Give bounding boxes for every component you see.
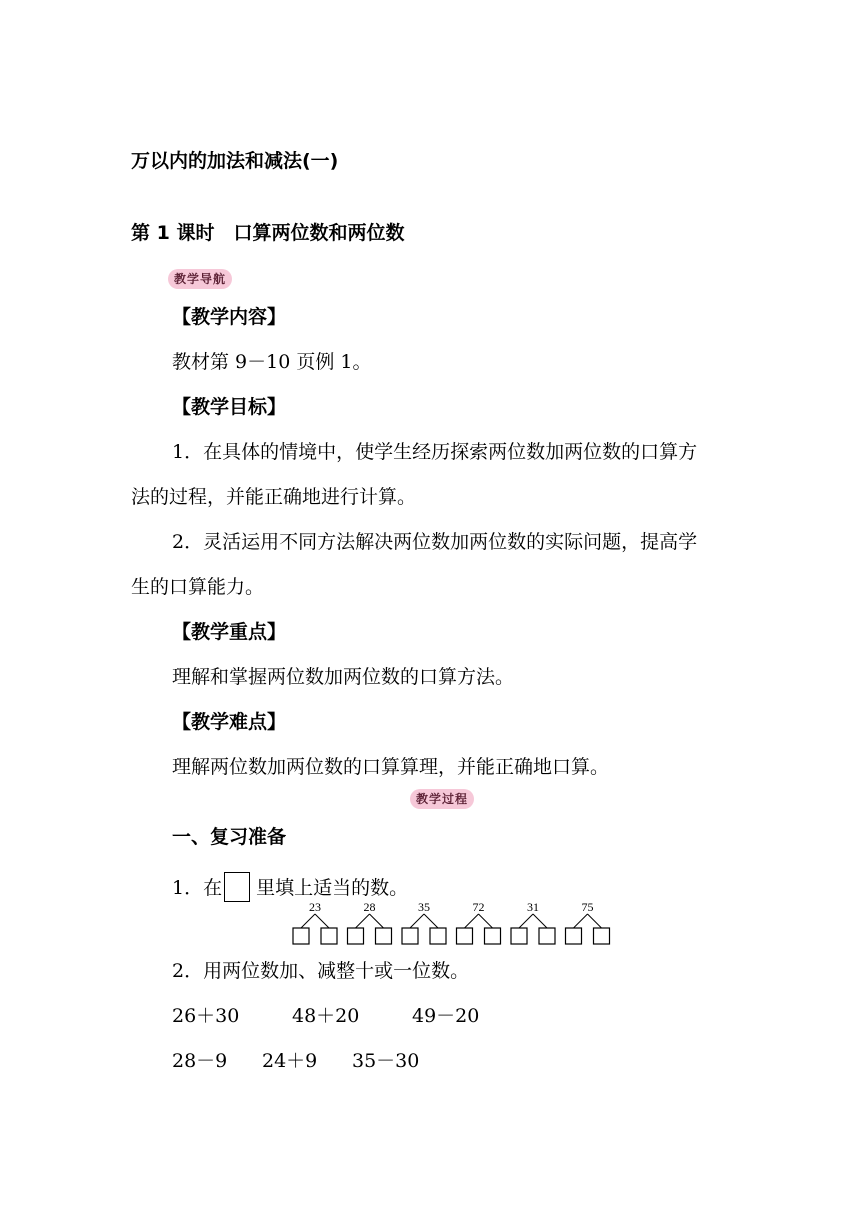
goal-1-line-2: 法的过程，并能正确地进行计算。 — [131, 486, 417, 508]
split-number: 28 — [363, 900, 376, 914]
split-branch-left — [301, 914, 315, 928]
goal-1-line-1: 1．在具体的情境中，使学生经历探索两位数加两位数的口算方 — [172, 441, 698, 463]
split-branch-left — [519, 914, 533, 928]
goals-heading: 【教学目标】 — [172, 396, 287, 418]
calc-row-1-item-2: 48＋20 — [292, 1005, 360, 1027]
question-1-prefix: 1．在 — [172, 877, 223, 899]
calc-row-1-item-1: 26＋30 — [172, 1005, 240, 1027]
split-answer-box — [293, 928, 309, 944]
calc-row-1-item-3: 49－20 — [412, 1005, 480, 1027]
split-branch-right — [370, 914, 384, 928]
key-heading: 【教学重点】 — [172, 621, 287, 643]
content-heading: 【教学内容】 — [172, 306, 287, 328]
question-1-suffix: 里填上适当的数。 — [256, 877, 409, 899]
split-number: 35 — [418, 900, 430, 914]
lesson-title: 第 1 课时 口算两位数和两位数 — [131, 222, 405, 244]
split-branch-left — [574, 914, 588, 928]
calc-row-2-item-3: 35－30 — [352, 1050, 420, 1072]
split-answer-box — [485, 928, 501, 944]
split-answer-box — [430, 928, 446, 944]
teaching-process-badge: 教学过程 — [410, 789, 474, 809]
split-branch-right — [588, 914, 602, 928]
split-answer-box — [457, 928, 473, 944]
split-answer-box — [566, 928, 582, 944]
calc-row-2-item-2: 24＋9 — [262, 1050, 318, 1072]
split-branch-right — [424, 914, 438, 928]
split-number: 31 — [527, 900, 539, 914]
question-2: 2．用两位数加、减整十或一位数。 — [172, 960, 470, 982]
teaching-nav-badge: 教学导航 — [168, 269, 232, 289]
difficulty-heading: 【教学难点】 — [172, 711, 287, 733]
split-answer-box — [402, 928, 418, 944]
split-branch-right — [533, 914, 547, 928]
split-branch-right — [479, 914, 493, 928]
split-answer-box — [511, 928, 527, 944]
split-answer-box — [321, 928, 337, 944]
key-text: 理解和掌握两位数加两位数的口算方法。 — [172, 666, 515, 688]
split-answer-box — [539, 928, 555, 944]
split-number: 72 — [472, 900, 485, 914]
split-branch-left — [356, 914, 370, 928]
unit-title: 万以内的加法和减法(一) — [131, 150, 339, 172]
split-branch-left — [465, 914, 479, 928]
calc-row-2-item-1: 28－9 — [172, 1050, 228, 1072]
split-branch-left — [410, 914, 424, 928]
number-split-diagram — [280, 896, 620, 948]
split-branch-right — [315, 914, 329, 928]
goal-2-line-2: 生的口算能力。 — [131, 576, 265, 598]
difficulty-text: 理解两位数加两位数的口算算理，并能正确地口算。 — [172, 756, 610, 778]
split-number: 23 — [309, 900, 321, 914]
split-answer-box — [376, 928, 392, 944]
answer-box — [224, 872, 250, 902]
split-number: 75 — [581, 900, 594, 914]
content-text: 教材第 9－10 页例 1。 — [172, 351, 372, 373]
goal-2-line-1: 2．灵活运用不同方法解决两位数加两位数的实际问题，提高学 — [172, 531, 698, 553]
split-answer-box — [594, 928, 610, 944]
split-diagrams — [293, 900, 610, 944]
split-answer-box — [348, 928, 364, 944]
review-heading: 一、复习准备 — [172, 826, 287, 848]
